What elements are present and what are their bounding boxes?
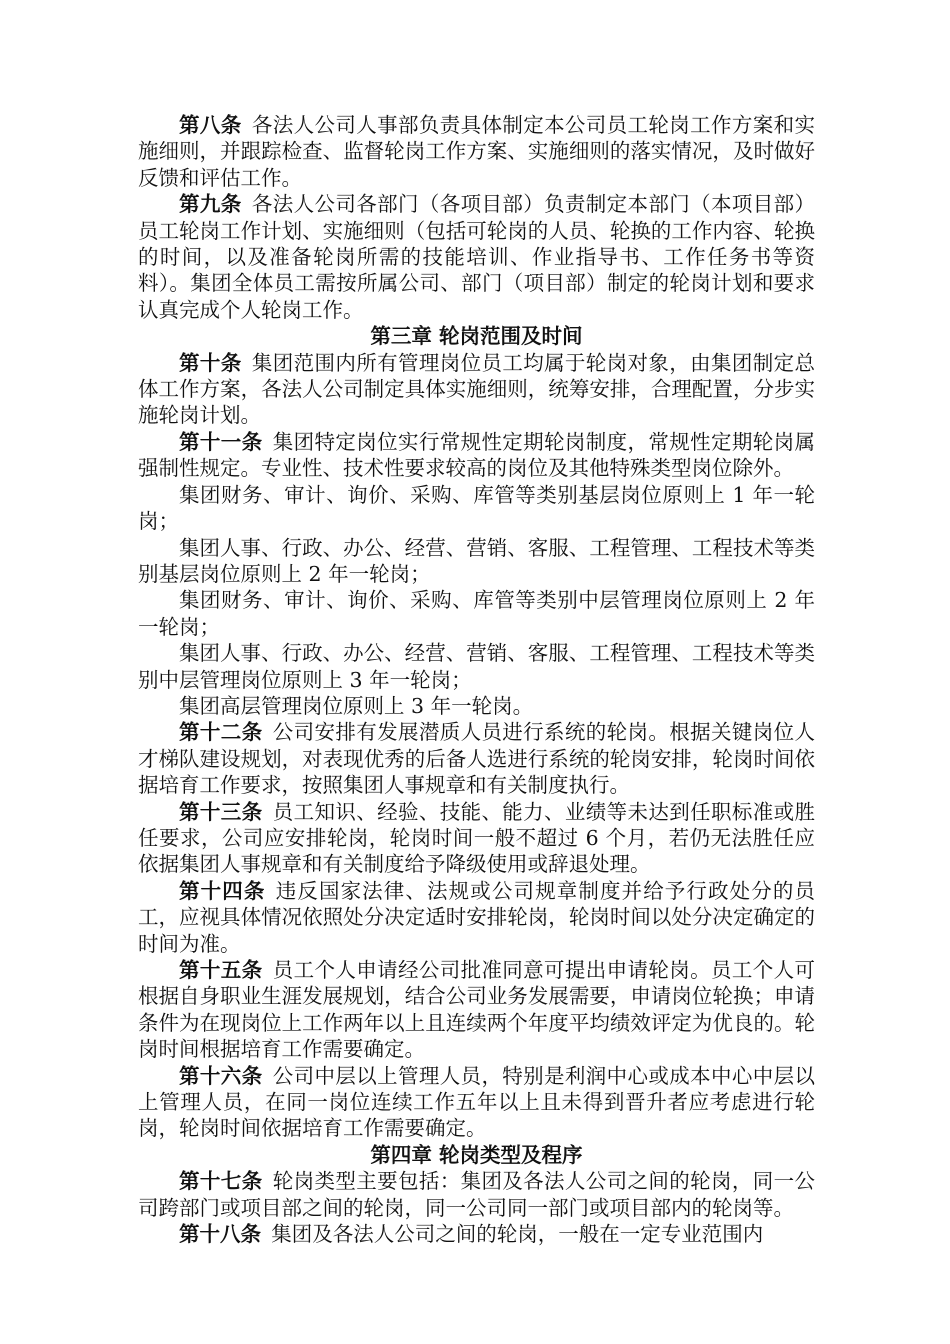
article-text: 公司安排有发展潜质人员进行系统的轮岗。根据关键岗位人才梯队建设规划，对表现优秀的后备人选进行系统的轮岗安排，轮岗时间依据培育工作要求，按照集团人事规章和有关制度执行。 (138, 720, 816, 798)
article-text: 员工知识、经验、技能、能力、业绩等未达到任职标准或胜任要求，公司应安排轮岗，轮岗时间一般不超过 6 个月，若仍无法胜任应依据集团人事规章和有关制度给予降级使用或辞退处理。 (138, 799, 816, 877)
rule-basic-admin: 集团人事、行政、办公、经营、营销、客服、工程管理、工程技术等类别基层岗位原则上 2 年一轮岗； (138, 535, 815, 586)
rule-senior: 集团高层管理岗位原则上 3 年一轮岗。 (179, 693, 534, 718)
article-number: 第十七条 (179, 1169, 263, 1194)
article-number: 第十二条 (179, 720, 263, 745)
article-text: 各法人公司人事部负责具体制定本公司员工轮岗工作方案和实施细则，并跟踪检查、监督轮岗工作方案、实施细则的落实情况，及时做好反馈和评估工作。 (138, 113, 816, 190)
article-8 (138, 112, 815, 191)
article-16 (138, 1063, 815, 1142)
article-number: 第九条 (179, 192, 242, 217)
article-text: 违反国家法律、法规或公司规章制度并给予行政处分的员工，应视具体情况依照处分决定适时安排轮岗，轮岗时间以处分决定确定的时间为准。 (138, 878, 816, 956)
article-text: 员工个人申请经公司批准同意可提出申请轮岗。员工个人可根据自身职业生涯发展规划，结合公司业务发展需要，申请岗位轮换；申请条件为在现岗位上工作两年以上且连续两个年度平均绩效评定为优良的。轮岗时间根据培育工作需要确定。 (138, 958, 816, 1062)
article-number: 第八条 (179, 113, 242, 137)
rule-middle-finance: 集团财务、审计、询价、采购、库管等类别中层管理岗位原则上 2 年一轮岗； (138, 588, 815, 639)
article-number: 第十条 (179, 350, 242, 375)
chapter-4-heading: 第四章 轮岗类型及程序 (370, 1142, 583, 1167)
article-text: 集团及各法人公司之间的轮岗，一般在一定专业范围内 (271, 1222, 764, 1247)
article-number: 第十六条 (179, 1063, 263, 1088)
chapter-3-heading: 第三章 轮岗范围及时间 (370, 324, 583, 349)
article-text: 各法人公司各部门（各项目部）负责制定本部门（本项目部）员工轮岗工作计划、实施细则（包括可轮岗的人员、轮换的工作内容、轮换的时间，以及准备轮岗所需的技能培训、作业指导书、工作任务书等资料）。集团全体员工需按所属公司、部门（项目部）制定的轮岗计划和要求认真完成个人轮岗工作。 (138, 192, 816, 322)
article-14 (138, 878, 815, 957)
article-number: 第十三条 (179, 799, 263, 824)
article-15 (138, 957, 815, 1063)
article-11 (138, 429, 815, 482)
article-text: 公司中层以上管理人员，特别是利润中心或成本中心中层以上管理人员，在同一岗位连续工作五年以上且未得到晋升者应考虑进行轮岗，轮岗时间依据培育工作需要确定。 (138, 1063, 816, 1141)
article-number: 第十一条 (179, 429, 263, 454)
article-9 (138, 191, 815, 323)
article-text: 集团范围内所有管理岗位员工均属于轮岗对象，由集团制定总体工作方案，各法人公司制定具体实施细则，统筹安排，合理配置，分步实施轮岗计划。 (138, 350, 816, 428)
article-18 (138, 1221, 815, 1247)
rule-basic-finance: 集团财务、审计、询价、采购、库管等类别基层岗位原则上 1 年一轮岗； (138, 482, 815, 534)
article-10 (138, 350, 815, 429)
rule-middle-admin: 集团人事、行政、办公、经营、营销、客服、工程管理、工程技术等类别中层管理岗位原则上 3 年一轮岗； (138, 641, 815, 692)
article-13 (138, 799, 815, 878)
article-12 (138, 719, 815, 798)
article-text: 集团特定岗位实行常规性定期轮岗制度，常规性定期轮岗属强制性规定。专业性、技术性要求较高的岗位及其他特殊类型岗位除外。 (138, 429, 816, 481)
article-text: 轮岗类型主要包括：集团及各法人公司之间的轮岗，同一公司跨部门或项目部之间的轮岗，同一公司同一部门或项目部内的轮岗等。 (138, 1169, 816, 1220)
article-number: 第十八条 (179, 1222, 261, 1247)
article-17 (138, 1168, 815, 1221)
article-number: 第十四条 (179, 878, 266, 903)
article-number: 第十五条 (179, 958, 263, 982)
